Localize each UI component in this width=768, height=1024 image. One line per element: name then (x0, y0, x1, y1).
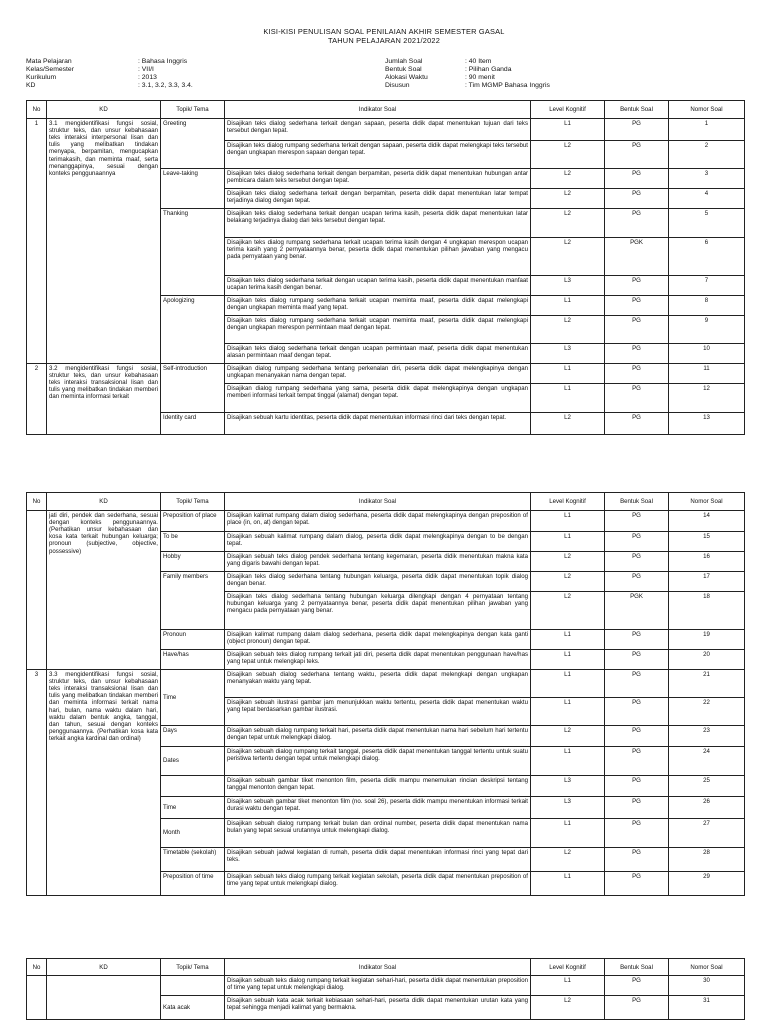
kd-number (27, 511, 47, 670)
col-header-indicator: Indikator Soal (225, 101, 531, 119)
col-header-no: No (27, 101, 47, 119)
level-cell: L1 (531, 819, 605, 848)
info-label: Jumlah Soal (385, 58, 423, 65)
table-header-row (27, 959, 745, 976)
kd-number: 1 (27, 119, 47, 364)
form-cell: PG (605, 572, 669, 592)
indicator-cell: Disajikan teks dialog rumpang sederhana terkait ucapan meminta maaf, peserta didik dapat melengkapi dengan ungkapan meminta maaf yang tepat. (225, 296, 531, 316)
indicator-cell: Disajikan kalimat rumpang dalam dialog sederhana, peserta didik dapat melengkapinya dengan kata ganti (object pronoun) dengan tepat. (225, 630, 531, 650)
col-header-number: Nomor Soal (669, 101, 745, 119)
number-cell: 29 (669, 872, 745, 896)
info-left (26, 58, 193, 90)
level-cell: L3 (531, 776, 605, 797)
number-cell: 1 (669, 119, 745, 141)
indicator-cell: Disajikan sebuah teks dialog rumpang terkait jati diri, peserta didik dapat menentukan penggunaan have/has yang tepat untuk melengkapi teks. (225, 650, 531, 670)
table-row (27, 670, 745, 698)
number-cell: 14 (669, 511, 745, 532)
kd-number (27, 976, 47, 1020)
col-header-form: Bentuk Soal (605, 493, 669, 511)
level-cell: L2 (531, 413, 605, 435)
col-header-no: No (27, 493, 47, 511)
topic-cell: Days (161, 726, 225, 747)
form-cell: PG (605, 996, 669, 1020)
info-value: : Pilihan Ganda (465, 66, 512, 73)
level-cell: L1 (531, 384, 605, 413)
col-header-indicator: Indikator Soal (225, 959, 531, 976)
col-header-topic: Topik/ Tema (161, 959, 225, 976)
form-cell: PG (605, 344, 669, 364)
form-cell: PG (605, 276, 669, 296)
level-cell: L2 (531, 189, 605, 209)
form-cell: PG (605, 119, 669, 141)
level-cell: L2 (531, 552, 605, 572)
number-cell: 6 (669, 238, 745, 276)
form-cell: PG (605, 384, 669, 413)
number-cell: 19 (669, 630, 745, 650)
info-label: Mata Pelajaran (26, 58, 72, 65)
table-row (27, 511, 745, 532)
level-cell: L1 (531, 511, 605, 532)
indicator-cell: Disajikan teks dialog sederhana terkait dengan ucapan terima kasih, peserta didik dapat menentukan latar belakang terjadinya dialog dari teks tersebut dengan tepat. (225, 209, 531, 238)
form-cell: PG (605, 413, 669, 435)
col-header-form: Bentuk Soal (605, 101, 669, 119)
grid-table-page-2 (26, 492, 745, 896)
form-cell: PG (605, 209, 669, 238)
indicator-cell: Disajikan sebuah jadwal kegiatan di rumah, peserta didik dapat menentukan informasi rinci yang tepat dari teks. (225, 848, 531, 872)
kd-number: 3 (27, 670, 47, 896)
level-cell: L1 (531, 630, 605, 650)
number-cell: 10 (669, 344, 745, 364)
col-header-number: Nomor Soal (669, 493, 745, 511)
level-cell: L3 (531, 276, 605, 296)
col-header-kd: KD (47, 493, 161, 511)
topic-cell: Timetable (sekolah) (161, 848, 225, 872)
form-cell: PG (605, 630, 669, 650)
indicator-cell: Disajikan teks dialog sederhana terkait dengan ucapan terima kasih, peserta didik dapat menentukan manfaat ucapan terima kasih dengan benar. (225, 276, 531, 296)
indicator-cell: Disajikan sebuah teks dialog pendek sederhana tentang kegemaran, peserta didik menentukan makna kata yang digaris bawahi dengan tepat. (225, 552, 531, 572)
number-cell: 23 (669, 726, 745, 747)
level-cell: L1 (531, 119, 605, 141)
number-cell: 31 (669, 996, 745, 1020)
indicator-cell: Disajikan sebuah dialog rumpang terkait bulan dan ordinal number, peserta didik dapat menentukan nama bulan yang tepat sesuai urutannya untuk melengkapi dialog. (225, 819, 531, 848)
number-cell: 25 (669, 776, 745, 797)
table-header-row (27, 493, 745, 511)
page-break (0, 904, 768, 958)
form-cell: PG (605, 552, 669, 572)
form-cell: PG (605, 976, 669, 996)
topic-cell: Identity card (161, 413, 225, 435)
form-cell: PG (605, 776, 669, 797)
info-value: : 2013 (138, 74, 157, 81)
col-header-level: Level Kognitif (531, 101, 605, 119)
indicator-cell: Disajikan teks dialog sederhana tentang hubungan keluarga dilengkapi dengan 4 pernyataan tentang hubungan keluarga yang 2 pernyataannya benar, peserta didik dapat menentukan pilihan jawaban yang mengacu pada pernyataan yang benar. (225, 592, 531, 630)
topic-cell: Preposition of time (161, 872, 225, 896)
level-cell: L2 (531, 169, 605, 189)
kd-text: 3.2 mengidentifikasi fungsi sosial, struktur teks, dan unsur kebahasaan teks interaksi transaksional lisan dan tulis yang melibatkan tindakan memberi dan meminta informasi terkait (47, 364, 161, 435)
number-cell: 8 (669, 296, 745, 316)
page-break (0, 436, 768, 492)
indicator-cell: Disajikan sebuah kartu identitas, peserta didik dapat menentukan informasi rinci dari teks dengan tepat. (225, 413, 531, 435)
indicator-cell: Disajikan dialog rumpang sederhana tentang perkenalan diri, peserta didik dapat melengkapinya dengan ungkapan menanyakan nama dengan tepat. (225, 364, 531, 384)
form-cell: PGK (605, 238, 669, 276)
number-cell: 12 (669, 384, 745, 413)
info-label: Kelas/Semester (26, 66, 74, 73)
level-cell: L1 (531, 976, 605, 996)
kd-text: 3.3 mengidentifikasi fungsi sosial, struktur teks, dan unsur kebahasaan teks interaksi transaksional lisan dan tulis yang melibatkan tindakan memberi dan meminta informasi terkait nama hari, bulan, nama waktu dalam hari, waktu dalam bentuk angka, tanggal, dan tahun, sesuai dengan konteks penggunaannya. (Perhatikan kosa kata terkait angka kardinal dan ordinal) (47, 670, 161, 896)
level-cell: L1 (531, 532, 605, 552)
info-value: : Tim MGMP Bahasa Inggris (465, 82, 550, 89)
number-cell: 18 (669, 592, 745, 630)
number-cell: 11 (669, 364, 745, 384)
level-cell: L1 (531, 650, 605, 670)
number-cell: 2 (669, 141, 745, 169)
indicator-cell: Disajikan kalimat rumpang dalam dialog sederhana, peserta didik dapat melengkapinya dengan preposition of place (in, on, at) dengan tepat. (225, 511, 531, 532)
info-label: Bentuk Soal (385, 66, 422, 73)
level-cell: L2 (531, 592, 605, 630)
info-label: KD (26, 82, 36, 89)
col-header-kd: KD (47, 959, 161, 976)
number-cell: 15 (669, 532, 745, 552)
info-value: : 40 Item (465, 58, 492, 65)
table-row (27, 976, 745, 996)
indicator-cell: Disajikan teks dialog rumpang sederhana terkait ucapan meminta maaf, peserta didik dapat melengkapi dengan ungkapan merespon permintaan maaf dengan tepat. (225, 316, 531, 344)
number-cell: 5 (669, 209, 745, 238)
topic-cell: Self-introduction (161, 364, 225, 413)
kd-number: 2 (27, 364, 47, 435)
form-cell: PG (605, 819, 669, 848)
info-label: Disusun (385, 82, 410, 89)
topic-cell: To be (161, 532, 225, 552)
level-cell: L1 (531, 670, 605, 698)
form-cell: PG (605, 141, 669, 169)
info-right (385, 58, 550, 90)
document-subtitle: TAHUN PELAJARAN 2021/2022 (327, 36, 441, 45)
topic-cell: Greeting (161, 119, 225, 169)
form-cell: PG (605, 698, 669, 726)
form-cell: PG (605, 296, 669, 316)
form-cell: PG (605, 364, 669, 384)
level-cell: L2 (531, 848, 605, 872)
number-cell: 20 (669, 650, 745, 670)
topic-cell (161, 976, 225, 996)
level-cell: L2 (531, 996, 605, 1020)
info-value: : Bahasa Inggris (138, 58, 188, 65)
col-header-indicator: Indikator Soal (225, 493, 531, 511)
topic-cell: Preposition of place (161, 511, 225, 532)
form-cell: PG (605, 532, 669, 552)
level-cell: L2 (531, 141, 605, 169)
indicator-cell: Disajikan sebuah gambar tiket menonton film, peserta didik mampu menemukan rincian deskripsi tentang tanggal menonton dengan tepat. (225, 776, 531, 797)
document-title: KISI-KISI PENULISAN SOAL PENILAIAN AKHIR SEMESTER GASAL (263, 27, 505, 36)
topic-cell: Month (161, 819, 225, 848)
level-cell: L2 (531, 209, 605, 238)
table-row (27, 364, 745, 384)
number-cell: 3 (669, 169, 745, 189)
topic-cell: Have/has (161, 650, 225, 670)
level-cell: L1 (531, 747, 605, 776)
topic-cell: Thanking (161, 209, 225, 296)
number-cell: 30 (669, 976, 745, 996)
table-header-row (27, 101, 745, 119)
kd-text: 3.1 mengidentifikasi fungsi sosial, struktur teks, dan unsur kebahasaan teks interaksi interpersonal lisan dan tulis yang melibatkan tindakan menyapa, berpamitan, mengucapkan terimakasih, dan meminta maaf, serta menanggapinya, sesuai dengan konteks penggunaannya (47, 119, 161, 364)
number-cell: 9 (669, 316, 745, 344)
info-label: Kurikulum (26, 74, 57, 81)
topic-cell: Apologizing (161, 296, 225, 364)
level-cell: L2 (531, 316, 605, 344)
level-cell: L1 (531, 698, 605, 726)
topic-cell: Time (161, 797, 225, 819)
topic-cell: Time (161, 670, 225, 726)
topic-cell: Family members (161, 572, 225, 630)
level-cell: L2 (531, 726, 605, 747)
col-header-form: Bentuk Soal (605, 959, 669, 976)
form-cell: PG (605, 316, 669, 344)
topic-cell: Hobby (161, 552, 225, 572)
form-cell: PG (605, 511, 669, 532)
number-cell: 4 (669, 189, 745, 209)
form-cell: PG (605, 189, 669, 209)
form-cell: PGK (605, 592, 669, 630)
topic-cell: Leave-taking (161, 169, 225, 209)
indicator-cell: Disajikan teks dialog sederhana tentang hubungan keluarga, peserta didik dapat menentukan topik dialog dengan benar. (225, 572, 531, 592)
grid-table-page-1 (26, 100, 745, 435)
level-cell: L2 (531, 238, 605, 276)
number-cell: 27 (669, 819, 745, 848)
number-cell: 24 (669, 747, 745, 776)
info-value: : VII/I (138, 66, 154, 73)
indicator-cell: Disajikan sebuah dialog rumpang terkait tanggal, peserta didik dapat menentukan tanggal tertentu untuk suatu peristiwa tertentu dengan tepat untuk melengkapi dialog. (225, 747, 531, 776)
level-cell: L1 (531, 872, 605, 896)
number-cell: 21 (669, 670, 745, 698)
number-cell: 13 (669, 413, 745, 435)
number-cell: 26 (669, 797, 745, 819)
topic-cell: Kata acak (161, 996, 225, 1020)
level-cell: L3 (531, 344, 605, 364)
col-header-number: Nomor Soal (669, 959, 745, 976)
topic-cell: Pronoun (161, 630, 225, 650)
indicator-cell: Disajikan sebuah kata acak terkait kebiasaan sehari-hari, peserta didik dapat menentukan urutan kata yang tepat sehingga menjadi kalimat yang bermakna. (225, 996, 531, 1020)
form-cell: PG (605, 169, 669, 189)
indicator-cell: Disajikan sebuah teks dialog rumpang terkait kegiatan sekolah, peserta didik dapat menentukan preposition of time yang tepat untuk melengkapi dialog. (225, 872, 531, 896)
indicator-cell: Disajikan teks dialog sederhana terkait dengan berpamitan, peserta didik dapat menentukan hubungan antar pembicara dalam teks tersebut dengan tepat. (225, 169, 531, 189)
form-cell: PG (605, 872, 669, 896)
col-header-level: Level Kognitif (531, 959, 605, 976)
col-header-level: Level Kognitif (531, 493, 605, 511)
kd-text: jati diri, pendek dan sederhana, sesuai dengan konteks penggunaannya. (Perhatikan unsur kebahasaan dan kosa kata terkait hubungan keluarga; pronoun (subjective, objective, possessive) (47, 511, 161, 670)
info-value: : 3.1, 3.2, 3.3, 3.4. (138, 82, 193, 89)
col-header-topic: Topik/ Tema (161, 493, 225, 511)
indicator-cell: Disajikan teks dialog sederhana terkait dengan ucapan permintaan maaf, peserta didik dapat menentukan alasan permintaan maaf dengan tepat. (225, 344, 531, 364)
table-row (27, 119, 745, 141)
number-cell: 16 (669, 552, 745, 572)
indicator-cell: Disajikan sebuah teks dialog rumpang terkait kegiatan sehari-hari, peserta didik dapat menentukan preposition of time yang tepat untuk melengkapi dialog. (225, 976, 531, 996)
indicator-cell: Disajikan dialog rumpang sederhana yang sama, peserta didik dapat melengkapinya dengan ungkapan memberi informasi terkait tempat tinggal (alamat) dengan tepat. (225, 384, 531, 413)
info-label: Alokasi Waktu (385, 74, 428, 81)
indicator-cell: Disajikan teks dialog rumpang sederhana terkait dengan sapaan, peserta didik dapat melengkapi teks tersebut dengan ungkapan merespon sapaan dengan tepat. (225, 141, 531, 169)
topic-cell (161, 776, 225, 797)
number-cell: 22 (669, 698, 745, 726)
form-cell: PG (605, 726, 669, 747)
form-cell: PG (605, 670, 669, 698)
indicator-cell: Disajikan teks dialog sederhana terkait dengan berpamitan, peserta didik dapat menentukan latar tempat terjadinya dialog dengan tepat. (225, 189, 531, 209)
indicator-cell: Disajikan sebuah kalimat rumpang dalam dialog, peserta didik dapat melengkapinya dengan to be dengan tepat. (225, 532, 531, 552)
level-cell: L3 (531, 797, 605, 819)
kd-text (47, 976, 161, 1020)
info-value: : 90 menit (465, 74, 495, 81)
form-cell: PG (605, 848, 669, 872)
indicator-cell: Disajikan teks dialog sederhana terkait dengan sapaan, peserta didik dapat menentukan tujuan dari teks tersebut dengan tepat. (225, 119, 531, 141)
topic-cell: Dates (161, 747, 225, 776)
number-cell: 7 (669, 276, 745, 296)
indicator-cell: Disajikan sebuah ilustrasi gambar jam menunjukkan waktu tertentu, peserta didik dapat menentukan waktu yang tepat berdasarkan gambar ilustrasi. (225, 698, 531, 726)
col-header-topic: Topik/ Tema (161, 101, 225, 119)
indicator-cell: Disajikan teks dialog rumpang sederhana terkait ucapan terima kasih dengan 4 ungkapan merespon ucapan terima kasih yang 2 pernyataannya benar, peserta didik dapat menentukan pilihan jawaban yang mengacu pada pernyataan yang benar. (225, 238, 531, 276)
form-cell: PG (605, 650, 669, 670)
level-cell: L1 (531, 364, 605, 384)
indicator-cell: Disajikan sebuah dialog rumpang terkait hari, peserta didik dapat menentukan nama hari sebelum hari tertentu dengan tepat untuk melengkapi dialog. (225, 726, 531, 747)
col-header-no: No (27, 959, 47, 976)
indicator-cell: Disajikan sebuah gambar tiket menonton film (no. soal 26), peserta didik mampu menentukan informasi terkait durasi waktu dengan tepat. (225, 797, 531, 819)
col-header-kd: KD (47, 101, 161, 119)
level-cell: L2 (531, 572, 605, 592)
form-cell: PG (605, 797, 669, 819)
number-cell: 17 (669, 572, 745, 592)
form-cell: PG (605, 747, 669, 776)
level-cell: L1 (531, 296, 605, 316)
number-cell: 28 (669, 848, 745, 872)
grid-table-page-3 (26, 958, 745, 1020)
indicator-cell: Disajikan sebuah dialog sederhana tentang waktu, peserta didik dapat melengkapi dengan ungkapan menanyakan waktu yang tepat. (225, 670, 531, 698)
